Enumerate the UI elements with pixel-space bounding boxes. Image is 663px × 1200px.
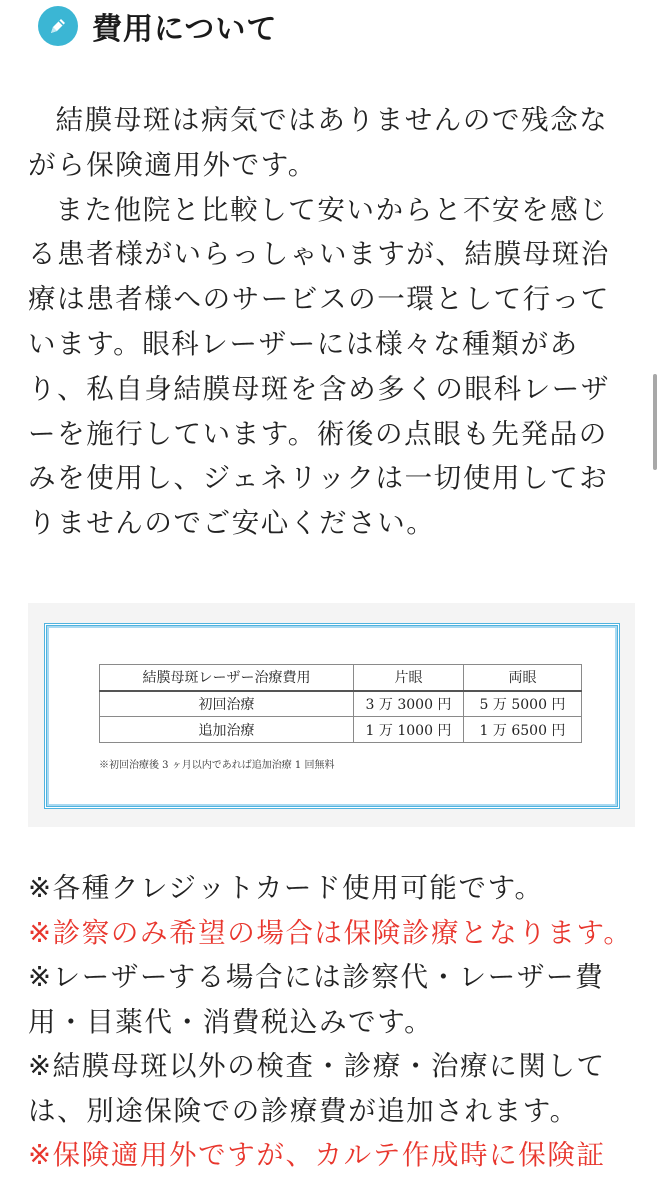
price-table-image bbox=[28, 603, 635, 827]
note-insurance-card: ※保険適用外ですが、カルテ作成時に保険証 bbox=[28, 1139, 606, 1171]
scrollbar[interactable] bbox=[653, 374, 657, 470]
row-name-initial: 初回治療 bbox=[100, 691, 354, 717]
table-row bbox=[100, 717, 582, 743]
intro-paragraph-2: また他院と比較して安いからと不安を感じる患者様がいらっしゃいますが、結膜母斑治療は患者様へのサービスの一環として行っています。眼科レーザーには様々な種類があり、私自身結膜母斑を含め多くの眼科レーザーを施行しています。術後の点眼も先発品のみを使用し、ジェネリックは一切使用しておりませんのでご安心ください。 bbox=[28, 193, 610, 540]
intro-text bbox=[28, 98, 633, 546]
note-other-exams: ※結膜母斑以外の検査・診療・治療に関しては、別途保険での診療費が追加されます。 bbox=[28, 1050, 606, 1127]
section-title: 費用について bbox=[92, 12, 278, 47]
table-row bbox=[100, 691, 582, 717]
section-header bbox=[38, 4, 277, 48]
note-credit-card: ※各種クレジットカード使用可能です。 bbox=[28, 872, 544, 904]
note-exam-only-insurance: ※診察のみ希望の場合は保険診療となります。 bbox=[28, 916, 633, 949]
header-treatment-cost: 結膜母斑レーザー治療費用 bbox=[100, 665, 354, 691]
table-footnote: ※初回治療後 3 ヶ月以内であれば追加治療 1 回無料 bbox=[99, 760, 335, 771]
pen-icon bbox=[38, 6, 78, 46]
table-header-row bbox=[100, 665, 582, 691]
row-initial-both-eyes: 5 万 5000 円 bbox=[464, 691, 582, 717]
intro-paragraph-1: 結膜母斑は病気ではありませんので残念ながら保険適用外です。 bbox=[28, 104, 609, 181]
price-table bbox=[99, 664, 582, 743]
price-table-frame bbox=[44, 623, 620, 809]
row-initial-one-eye: 3 万 3000 円 bbox=[354, 691, 464, 717]
note-laser-included: ※レーザーする場合には診察代・レーザー費用・目薬代・消費税込みです。 bbox=[28, 961, 605, 1038]
header-one-eye: 片眼 bbox=[354, 665, 464, 691]
row-name-additional: 追加治療 bbox=[100, 717, 354, 743]
header-both-eyes: 両眼 bbox=[464, 665, 582, 691]
row-additional-both-eyes: 1 万 6500 円 bbox=[464, 717, 582, 743]
row-additional-one-eye: 1 万 1000 円 bbox=[354, 717, 464, 743]
notes-list bbox=[28, 866, 633, 1178]
